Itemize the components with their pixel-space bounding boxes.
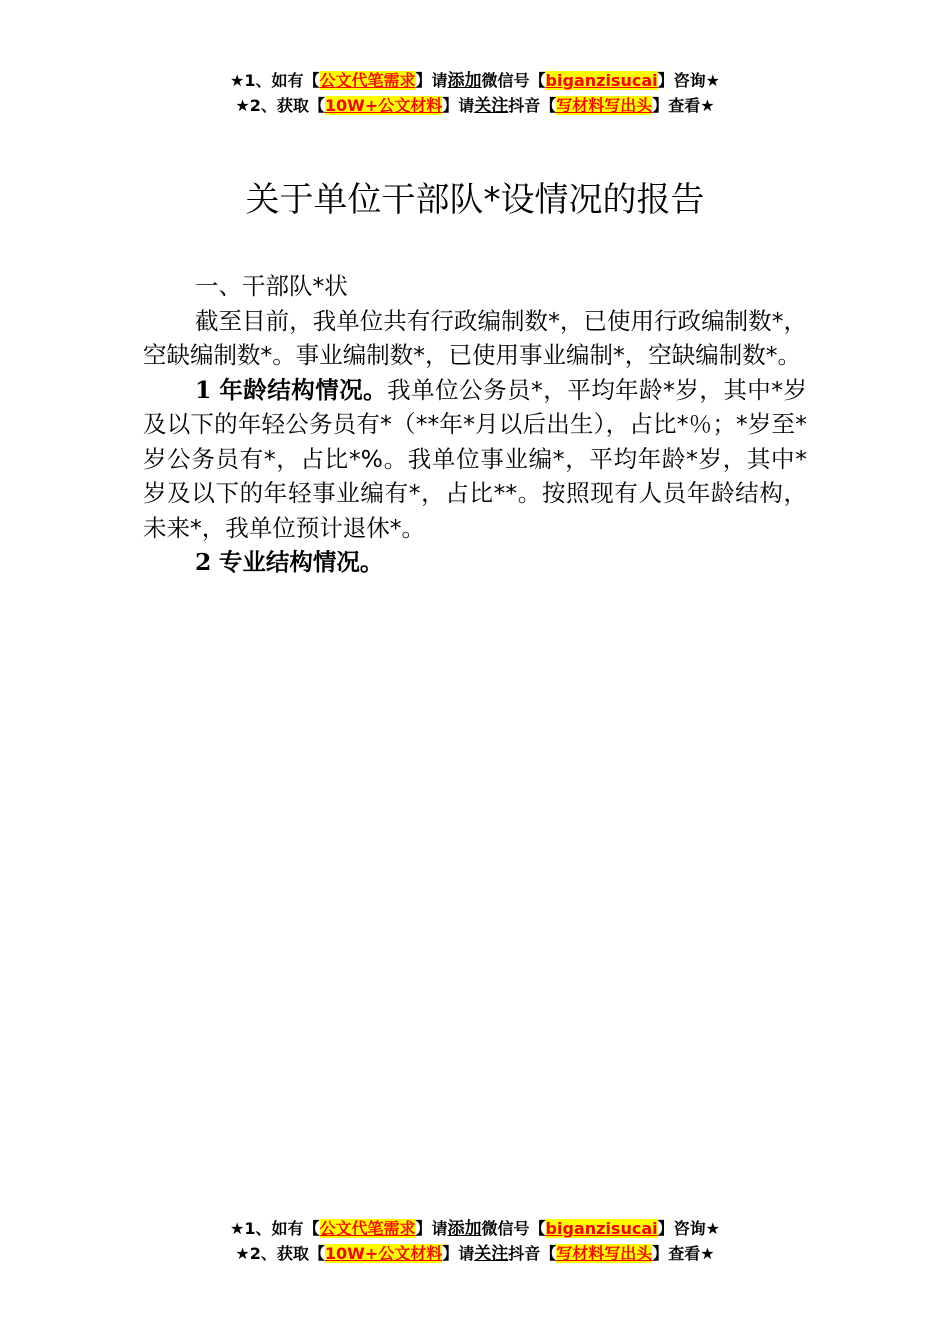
banner-text: 】请	[442, 96, 475, 115]
banner-text: 】请	[415, 1219, 448, 1238]
banner-highlight: 公文代笔需求	[319, 71, 416, 90]
banner-line-1	[0, 68, 950, 93]
footer-banner	[0, 1216, 950, 1266]
banner-emphasis: 关注	[474, 96, 509, 116]
banner-text: 抖音【	[508, 96, 557, 115]
banner-highlight: 10W+公文材料	[324, 96, 443, 115]
banner-text: 】请	[415, 71, 448, 90]
banner-text: 微信号【	[481, 1219, 546, 1238]
banner-highlight-wechat-id: biganzisucai	[545, 1219, 658, 1238]
item-body: 我单位公务员*，平均年龄*岁，其中*岁及以下的年轻公务员有*（**年*月以后出生），占比*％；*岁至*岁公务员有*，占比*%。我单位事业编*，平均年龄*岁，其中*岁及以下的年轻事业编有*，占比**。按照现有人员年龄结构，未来*，我单位预计退休*。	[143, 375, 807, 542]
paragraph-professional-structure	[143, 545, 807, 580]
banner-text: ★2、获取【	[235, 96, 325, 115]
banner-highlight-douyin-id: 写材料写出头	[556, 96, 653, 115]
banner-line-2	[0, 1241, 950, 1266]
banner-highlight: 公文代笔需求	[319, 1219, 416, 1238]
header-banner	[0, 68, 950, 118]
banner-line-2	[0, 93, 950, 118]
banner-text: ★1、如有【	[230, 71, 320, 90]
item-number: 1	[195, 375, 212, 404]
banner-line-1	[0, 1216, 950, 1241]
banner-text: 】咨询★	[657, 71, 720, 90]
banner-emphasis: 添加	[447, 1219, 482, 1239]
banner-highlight: 10W+公文材料	[324, 1244, 443, 1263]
paragraph-staffing: 截至目前，我单位共有行政编制数*，已使用行政编制数*，空缺编制数*。事业编制数*，已使用事业编制*，空缺编制数*。	[143, 306, 807, 369]
banner-text: 】查看★	[652, 96, 715, 115]
banner-emphasis: 添加	[447, 71, 482, 91]
banner-highlight-wechat-id: biganzisucai	[545, 71, 658, 90]
paragraph-age-structure	[143, 373, 807, 546]
banner-text: 抖音【	[508, 1244, 557, 1263]
banner-highlight-douyin-id: 写材料写出头	[556, 1244, 653, 1263]
document-body	[143, 269, 807, 580]
banner-text: 微信号【	[481, 71, 546, 90]
banner-text: ★2、获取【	[235, 1244, 325, 1263]
section-heading: 一、干部队*状	[195, 272, 348, 300]
banner-emphasis: 关注	[474, 1244, 509, 1264]
document-title: 关于单位干部队*设情况的报告	[245, 180, 705, 220]
item-number: 2	[195, 548, 212, 576]
banner-text: 】咨询★	[657, 1219, 720, 1238]
item-lead: 年龄结构情况。	[219, 375, 388, 404]
banner-text: 】请	[442, 1244, 475, 1263]
item-lead: 专业结构情况。	[218, 548, 384, 576]
banner-text: ★1、如有【	[230, 1219, 320, 1238]
banner-text: 】查看★	[652, 1244, 715, 1263]
